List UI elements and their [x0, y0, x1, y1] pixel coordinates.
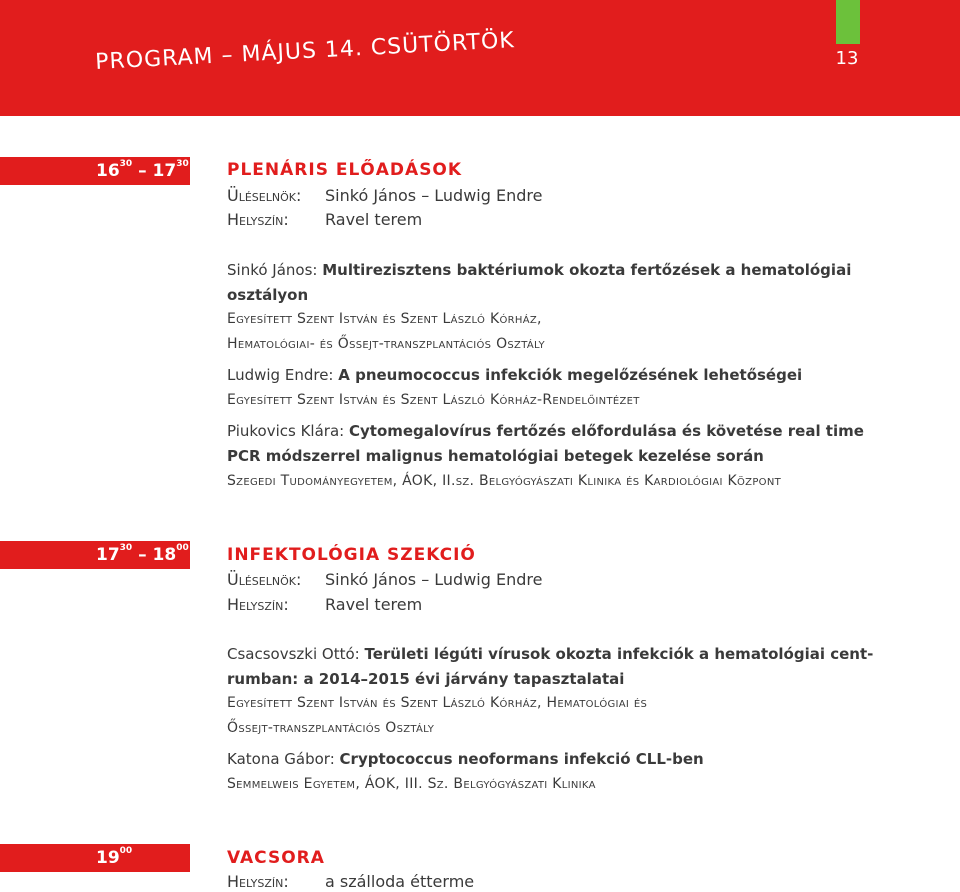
talk-title-continued: PCR módszerrel malignus hematológiai betegek kezelése során	[227, 447, 764, 465]
talk-institution-continued: Őssejt-transzplantációs Osztály	[227, 720, 435, 736]
chairs-label: Üléselnök:	[227, 186, 302, 205]
talk-institution: Semmelweis Egyetem, ÁOK, III. Sz. Belgyógyászati Klinika	[227, 776, 596, 792]
page-header	[0, 0, 960, 116]
talk-institution: Szegedi Tudományegyetem, ÁOK, II.sz. Belgyógyászati Klinika és Kardiológiai Központ	[227, 473, 782, 489]
session-venue	[227, 595, 422, 614]
session-venue	[227, 872, 474, 891]
session-chairs	[227, 570, 542, 589]
page-title: PROGRAM – MÁJUS 14. CSÜTÖRTÖK	[94, 28, 516, 76]
venue-label: Helyszín:	[227, 872, 289, 891]
session-title: VACSORA	[227, 848, 325, 868]
chairs-label: Üléselnök:	[227, 570, 302, 589]
talk-institution: Egyesített Szent István és Szent László Kórház, Hematológiai és	[227, 695, 648, 711]
session-time-bar	[0, 844, 190, 872]
talk-title-line	[227, 366, 802, 384]
session-venue	[227, 210, 422, 229]
talk-title: A pneumococcus infekciók megelőzésének lehetőségei	[338, 366, 803, 384]
venue-value: a szálloda étterme	[325, 872, 475, 891]
talk-title: Cryptococcus neoformans infekció CLL-ben	[339, 750, 704, 768]
talk-title-line	[227, 422, 864, 440]
talk-title-continued: osztályon	[227, 286, 309, 304]
talk-title: Multirezisztens baktériumok okozta fertőzések a hematológiai	[322, 261, 852, 279]
session-title: INFEKTOLÓGIA SZEKCIÓ	[227, 545, 476, 565]
page-number: 13	[835, 48, 859, 69]
green-tab-marker	[836, 0, 860, 44]
talk-title-continued: rumban: a 2014–2015 évi járvány tapasztalatai	[227, 670, 625, 688]
talk-title-line	[227, 261, 851, 279]
venue-label: Helyszín:	[227, 210, 289, 229]
talk-institution-continued: Hematológiai- és Őssejt-transzplantációs Osztály	[227, 336, 545, 352]
talk-speaker: Katona Gábor:	[227, 750, 335, 768]
chairs-value: Sinkó János – Ludwig Endre	[325, 186, 543, 205]
talk-institution: Egyesített Szent István és Szent László Kórház,	[227, 311, 542, 327]
talk-title: Területi légúti vírusok okozta infekciók a hematológiai cent-	[364, 645, 874, 663]
session-chairs	[227, 186, 542, 205]
venue-label: Helyszín:	[227, 595, 289, 614]
venue-value: Ravel terem	[325, 595, 423, 614]
talk-speaker: Sinkó János:	[227, 261, 318, 279]
talk-title: Cytomegalovírus fertőzés előfordulása és követése real time	[348, 422, 864, 440]
chairs-value: Sinkó János – Ludwig Endre	[325, 570, 543, 589]
venue-value: Ravel terem	[325, 210, 423, 229]
session-time: $16^{30} - 17^{30}$	[96, 159, 189, 181]
session-title: PLENÁRIS ELŐADÁSOK	[227, 160, 463, 180]
session-time: $19^{00}$	[96, 846, 133, 868]
talk-speaker: Csacsovszki Ottó:	[227, 645, 360, 663]
talk-speaker: Ludwig Endre:	[227, 366, 334, 384]
talk-institution: Egyesített Szent István és Szent László Kórház-Rendelőintézet	[227, 392, 640, 408]
talk-title-line	[227, 645, 873, 663]
talk-title-line	[227, 750, 704, 768]
session-time: $17^{30} - 18^{00}$	[96, 543, 189, 565]
talk-speaker: Piukovics Klára:	[227, 422, 345, 440]
